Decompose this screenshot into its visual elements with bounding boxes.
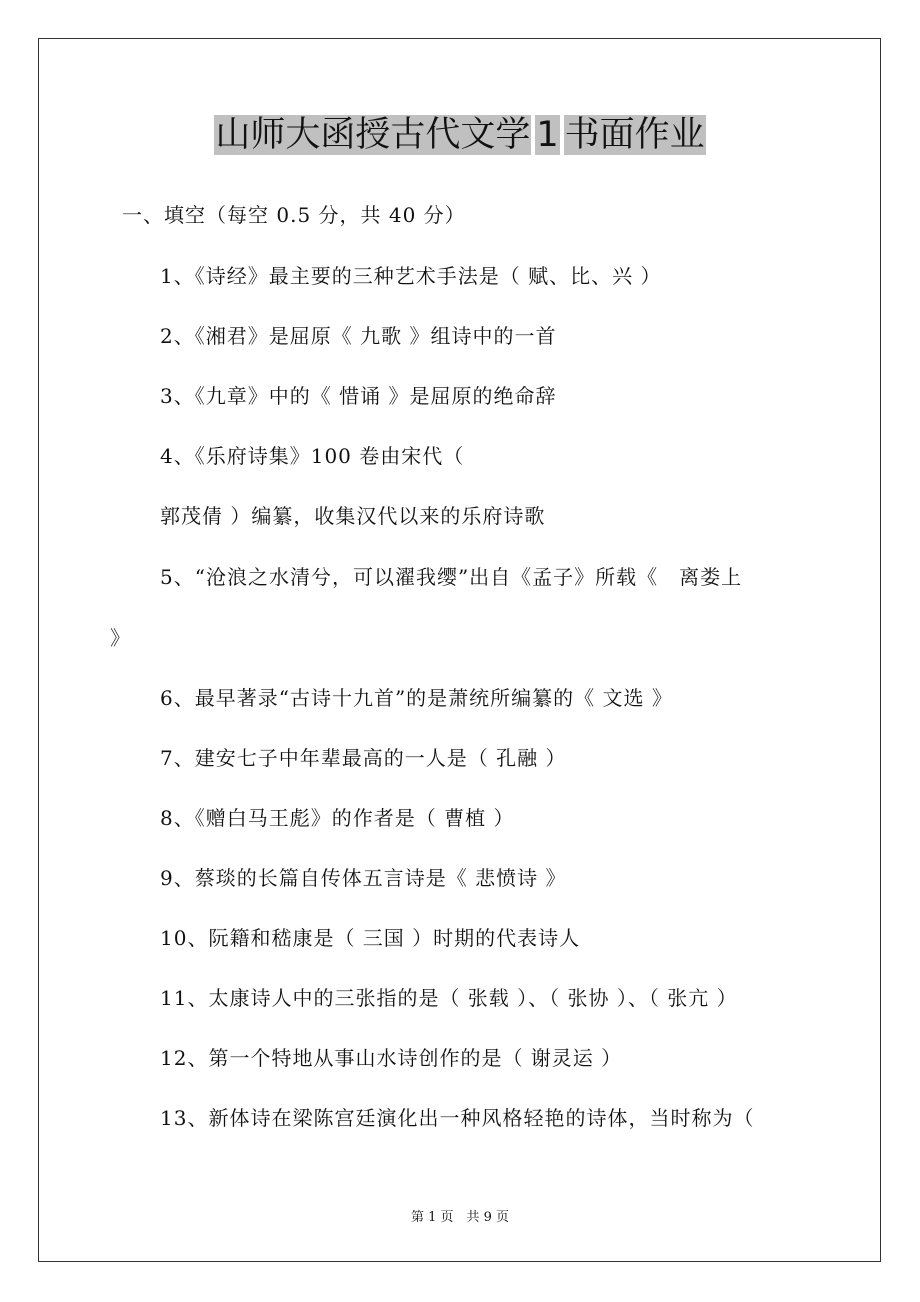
title-part: 山师大函授古代文学 bbox=[215, 115, 531, 155]
section-heading: 一、填空（每空 0.5 分，共 40 分） bbox=[122, 203, 466, 227]
title-part: 书面作业 bbox=[564, 115, 705, 155]
question-line: 郭茂倩 ）编纂，收集汉代以来的乐府诗歌 bbox=[160, 504, 546, 528]
question-line: 9、蔡琰的长篇自传体五言诗是《 悲愤诗 》 bbox=[160, 866, 567, 890]
document-title bbox=[0, 112, 920, 158]
question-line: 4、《乐府诗集》100 卷由宋代（ bbox=[160, 444, 465, 468]
question-line: 12、第一个特地从事山水诗创作的是（ 谢灵运 ） bbox=[160, 1046, 623, 1070]
question-line: 10、阮籍和嵇康是（ 三国 ）时期的代表诗人 bbox=[160, 926, 581, 950]
question-line: 11、太康诗人中的三张指的是（ 张载 ）、（ 张协 ）、（ 张亢 ） bbox=[160, 986, 738, 1010]
question-line: 6、最早著录“古诗十九首”的是萧统所编纂的《 文选 》 bbox=[160, 686, 673, 710]
page-number-footer: 第 1 页 共 9 页 bbox=[410, 1210, 510, 1225]
title-part: 1 bbox=[536, 115, 559, 155]
question-line: 2、《湘君》是屈原《 九歌 》组诗中的一首 bbox=[160, 324, 557, 348]
question-line: 8、《赠白马王彪》的作者是（ 曹植 ） bbox=[160, 806, 515, 830]
question-line: 1、《诗经》最主要的三种艺术手法是（ 赋、比、兴 ） bbox=[160, 264, 662, 288]
question-line: 3、《九章》中的《 惜诵 》是屈原的绝命辞 bbox=[160, 384, 557, 408]
question-line: 5、“沧浪之水清兮，可以濯我缨”出自《孟子》所载《 离娄上 bbox=[160, 565, 743, 589]
question-line: 》 bbox=[110, 626, 131, 650]
question-line: 7、建安七子中年辈最高的一人是（ 孔融 ） bbox=[160, 746, 567, 770]
question-line: 13、新体诗在梁陈宫廷演化出一种风格轻艳的诗体，当时称为（ bbox=[160, 1106, 755, 1130]
